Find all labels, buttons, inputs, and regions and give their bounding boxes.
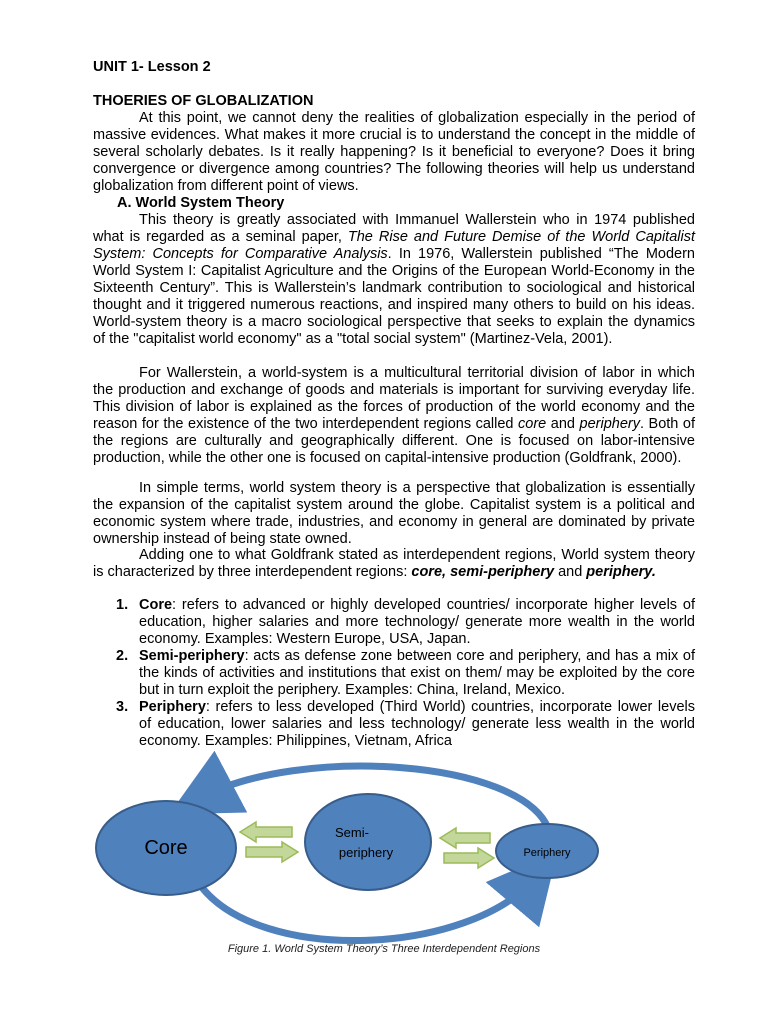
list-item-periphery: 3. Periphery: refers to less developed (Third World) countries, incorporate lower levels of education, lower salaries and less technology/ generate less wealth in the world economy. Examples: Philippines, Vietnam, Africa bbox=[116, 699, 695, 749]
world-system-diagram bbox=[0, 750, 768, 960]
core-label: Core bbox=[144, 837, 188, 859]
arrow-left-icon bbox=[240, 822, 292, 842]
paragraph-three-regions: Adding one to what Goldfrank stated as interdependent regions, World system theory is characterized by three interdependent regions: core, semi-periphery and periphery. bbox=[93, 547, 695, 580]
semi-periphery-exchange-arrows bbox=[440, 828, 494, 868]
semi-periphery-label-1: Semi- bbox=[335, 825, 369, 840]
semi-periphery-label-2: periphery bbox=[338, 845, 394, 860]
list-item-semi-periphery: 2. Semi-periphery: acts as defense zone between core and periphery, and has a mix of the kinds of activities and institutions that exist on them/ may be exploited by the core but in turn exploit the periphery. Examples: China, Ireland, Mexico. bbox=[116, 648, 695, 698]
paper-title: The Rise and Future Demise of the World Capitalist System: Concepts for Comparative Analysis bbox=[93, 229, 695, 262]
arrow-left-icon bbox=[440, 828, 490, 848]
regions-list bbox=[93, 597, 695, 750]
paragraph-simple-terms: In simple terms, world system theory is a perspective that globalization is essentially the expansion of the capitalist system around the globe. Capitalist system is a political and economic system where trade, industries, and economy in general are dominated by private ownership instead of being state owned. bbox=[93, 480, 695, 547]
core-semi-exchange-arrows bbox=[240, 822, 298, 862]
semi-periphery-ellipse bbox=[305, 794, 431, 890]
periphery-label: Periphery bbox=[523, 847, 571, 859]
list-item-core: 1. Core: refers to advanced or highly developed countries/ incorporate higher levels of education, higher salaries and more technology/ generate more wealth in the world economy. Examples: Western Europe, USA, Japan. bbox=[116, 597, 695, 647]
paragraph-world-system: For Wallerstein, a world-system is a multicultural territorial division of labor in which the production and exchange of goods and materials is important for surviving everyday life. This division of labor is explained as the forces of production of the world economy and the reason for the existence of the two interdependent regions called core and periphery. Both of the regions are culturally and geographically different. One is focused on labor-intensive production, while the other one is focused on capital-intensive production (Goldfrank, 2000). bbox=[93, 365, 695, 466]
intro-paragraph: At this point, we cannot deny the realities of globalization especially in the period of massive evidences. What makes it more crucial is to understand the concept in the middle of several scholarly debates. Is it really happening? Is it beneficial to everyone? Does it bring convergence or divergence among countries? The following theories will help us understand globalization from different point of views. bbox=[93, 110, 695, 194]
unit-heading: UNIT 1- Lesson 2 bbox=[93, 59, 211, 75]
arrow-right-icon bbox=[246, 842, 298, 862]
page-title: THOERIES OF GLOBALIZATION bbox=[93, 93, 314, 109]
arrow-right-icon bbox=[444, 848, 494, 868]
section-a-heading: A. World System Theory bbox=[117, 195, 285, 211]
paragraph-wallerstein: This theory is greatly associated with Immanuel Wallerstein who in 1974 published what is regarded as a seminal paper, The Rise and Future Demise of the World Capitalist System: Concepts for Comparative Analysis. In 1976, Wallerstein published “The Modern World System I: Capitalist Agriculture and the Origins of the European World-Economy in the Sixteenth Century”. This is Wallerstein’s landmark contribution to sociological and historical thought and it triggered numerous reactions, and inspired many others to build on his ideas. World-system theory is a macro sociological perspective that seeks to explain the dynamics of the "capitalist world economy" as a "total social system" (Martinez-Vela, 2001). bbox=[93, 212, 695, 347]
figure-caption: Figure 1. World System Theory’s Three Interdependent Regions bbox=[227, 943, 541, 955]
